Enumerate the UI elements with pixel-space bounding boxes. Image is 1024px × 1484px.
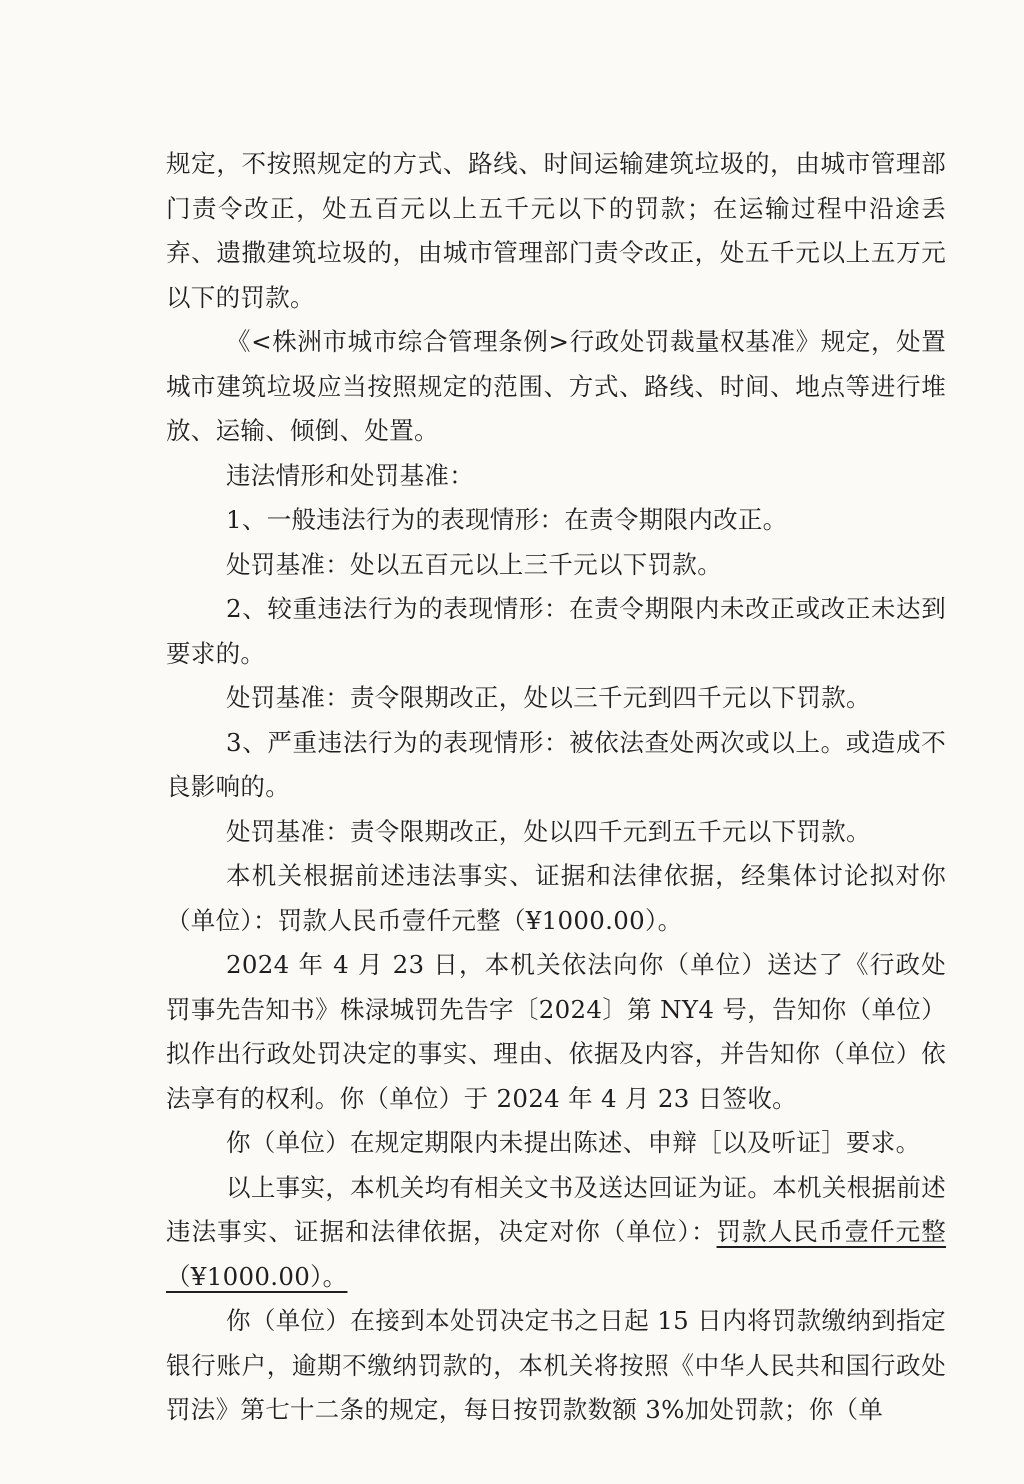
paragraph-general-penalty: 处罚基准：处以五百元以上三千元以下罚款。 (226, 549, 722, 579)
paragraph-serious-violation: 2、较重违法行为的表现情形：在责令期限内未改正或改正未达到要求的。 (166, 594, 946, 668)
paragraph-continuation: 规定，不按照规定的方式、路线、时间运输建筑垃圾的，由城市管理部门责令改正，处五百元以上五千元以下的罚款；在运输过程中沿途丢弃、遗撒建筑垃圾的，由城市管理部门责令改正，处五千元以上五万元以下的罚款。 (166, 149, 946, 312)
paragraph-payment-deadline: 你（单位）在接到本处罚决定书之日起 15 日内将罚款缴纳到指定银行账户，逾期不缴纳罚款的，本机关将按照《中华人民共和国行政处罚法》第七十二条的规定，每日按罚款数额 3%加处罚款；你（单 (166, 1306, 946, 1424)
document-body (166, 142, 946, 1433)
paragraph-severe-penalty: 处罚基准：责令限期改正，处以四千元到五千元以下罚款。 (226, 816, 871, 846)
paragraph-no-statement: 你（单位）在规定期限内未提出陈述、申辩［以及听证］要求。 (226, 1128, 921, 1157)
paragraph-decision (166, 1166, 946, 1300)
paragraph-serious-penalty: 处罚基准：责令限期改正，处以三千元到四千元以下罚款。 (226, 683, 871, 712)
paragraph-general-violation: 1、一般违法行为的表现情形：在责令期限内改正。 (226, 505, 788, 534)
paragraph-severe-violation: 3、严重违法行为的表现情形：被依法查处两次或以上。或造成不良影响的。 (166, 727, 946, 801)
paragraph-heading-violations: 违法情形和处罚基准： (226, 460, 474, 490)
paragraph-notice-delivery: 2024 年 4 月 23 日，本机关依法向你（单位）送达了《行政处罚事先告知书》株渌城罚先告字〔2024〕第 NY4 号，告知你（单位）拟作出行政处罚决定的事实、理由、依据及内容，并告知你（单位）依法享有的权利。你（单位）于 2024 年 4 月 23 日签收。 (166, 950, 946, 1113)
decision-underlined-penalty: 罚款人民币壹仟元整（¥1000.00）。 (166, 1217, 946, 1291)
paragraph-proposed-penalty: 本机关根据前述违法事实、证据和法律依据，经集体讨论拟对你（单位）：罚款人民币壹仟元整（¥1000.00）。 (166, 861, 946, 935)
paragraph-discretion-standard: 《<株洲市城市综合管理条例>行政处罚裁量权基准》规定，处置城市建筑垃圾应当按照规定的范围、方式、路线、时间、地点等进行堆放、运输、倾倒、处置。 (166, 327, 946, 445)
decision-text: 以上事实，本机关均有相关文书及送达回证为证。本机关根据前述违法事实、证据和法律依据，决定对你（单位）： (166, 1172, 946, 1246)
